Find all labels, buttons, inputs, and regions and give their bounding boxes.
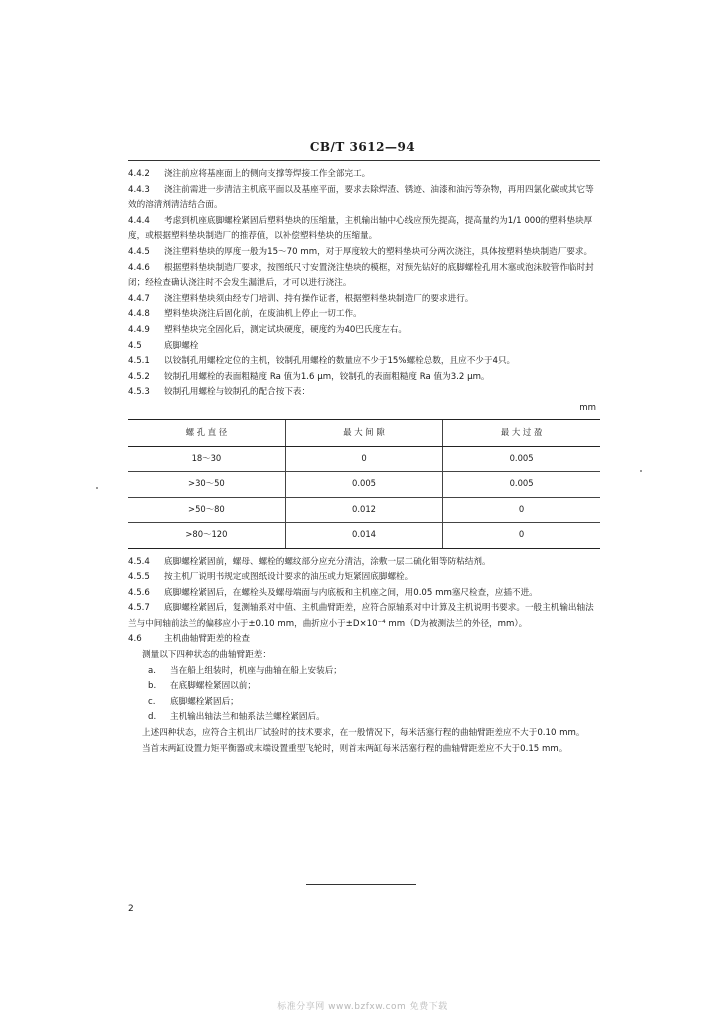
column-header-max-interference: 最 大 过 盈 <box>443 419 600 446</box>
clause-text: 以铰制孔用螺栓定位的主机，铰制孔用螺栓的数量应不少于15%螺栓总数，且应不少于4只。 <box>164 356 516 367</box>
clause-text: 塑料垫块浇注后固化前，在废油机上停止一切工作。 <box>164 309 362 320</box>
section-4-4-clauses <box>128 167 600 401</box>
clause-text: 底脚螺栓 <box>164 340 199 351</box>
table-cell: 0.005 <box>443 446 600 472</box>
table-cell: 18～30 <box>128 446 285 472</box>
clause-text: 塑料垫块完全固化后，测定试块硬度，硬度约为40巴氏度左右。 <box>164 324 407 335</box>
clause <box>128 339 600 355</box>
clause <box>128 370 600 386</box>
column-header-max-clearance: 最 大 间 隙 <box>285 419 442 446</box>
clause <box>128 385 600 401</box>
column-header-bolt-hole-diameter: 螺 孔 直 径 <box>128 419 285 446</box>
item-text: 当在船上组装时，机座与曲轴在船上安装后； <box>170 665 342 676</box>
table-cell: >80～120 <box>128 523 285 549</box>
item-label: d. <box>148 712 157 723</box>
item-text: 在底脚螺栓紧固以前； <box>170 681 256 692</box>
table-unit: mm <box>579 402 596 413</box>
standard-number-header: CB/T 3612—94 <box>309 140 416 154</box>
closing-paragraph-2: 当首末两缸设置力矩平衡器或末端设置重型飞轮时，则首末两缸每米活塞行程的曲轴臂距差应不大于0.15 mm。 <box>142 743 568 754</box>
clause <box>128 354 600 370</box>
clause-text: 浇注前需进一步清洁主机底平面以及基座平面，要求去除焊渣、锈迹、油漆和油污等杂物，再用四氯化碳或其它等效的溶清剂清洁结合面。 <box>128 184 594 211</box>
clause-number: 4.5.1 <box>128 356 150 367</box>
clause <box>128 292 600 308</box>
item-label: c. <box>148 696 156 707</box>
clause <box>128 245 600 261</box>
clause <box>128 323 600 339</box>
clause-text: 按主机厂说明书规定或图纸设计要求的油压或力矩紧固底脚螺栓。 <box>164 572 414 583</box>
clause-number: 4.4.2 <box>128 169 150 179</box>
site-watermark: 标准分享网 www.bzfxw.com 免费下载 <box>277 1002 448 1012</box>
clause-text: 底脚螺栓紧固前，螺母、螺栓的螺纹部分应充分清洁，涂敷一层二硫化钼等防粘结剂。 <box>164 556 491 567</box>
clause-text: 浇注塑料垫块须由经专门培训、持有操作证者，根据塑料垫块制造厂的要求进行。 <box>164 293 474 304</box>
table-row <box>128 472 600 498</box>
clause-number: 4.5.4 <box>128 556 150 567</box>
table-cell: 0 <box>285 446 442 472</box>
table-cell: 0 <box>443 497 600 523</box>
table-cell: 0 <box>443 523 600 549</box>
clause-text: 铰制孔用螺栓与铰制孔的配合按下表： <box>164 387 311 398</box>
clause <box>128 214 600 245</box>
clause-number: 4.5.2 <box>128 371 150 382</box>
table-header-row <box>128 419 600 446</box>
table-body <box>128 446 600 548</box>
clause-text: 考虑到机座底脚螺栓紧固后塑料垫块的压缩量，主机输出轴中心线应预先提高，提高量约为1/1 000的塑料垫块厚度，或根据塑料垫块制造厂的推荐值，以补偿塑料垫块的压缩量。 <box>128 215 593 242</box>
clause-text: 根据塑料垫块制造厂要求，按图纸尺寸安置浇注垫块的模框，对预先钻好的底脚螺栓孔用木塞或泡沫胶管作临时封闭；经检查确认浇注时不会发生漏泄后，才可以进行浇注。 <box>128 262 594 289</box>
clause-number: 4.4.5 <box>128 246 150 257</box>
clause-text: 铰制孔用螺栓的表面粗糙度 Ra 值为1.6 μm，铰制孔的表面粗糙度 Ra 值为3.2 μm。 <box>164 371 490 382</box>
clause-text: 底脚螺栓紧固后，复测轴系对中值、主机曲臂距差，应符合原轴系对中计算及主机说明书要求。一般主机输出轴法兰与中间轴前法兰的偏移应小于±0.10 mm，曲折应小于±D×10⁻⁴ mm（D为被测法兰的外径，mm）。 <box>128 603 594 629</box>
item-label: b. <box>148 681 157 692</box>
clause <box>128 555 600 571</box>
check-state-item <box>128 710 600 726</box>
clause-text: 浇注塑料垫块的厚度一般为15～70 mm，对于厚度较大的塑料垫块可分两次浇注，具体按塑料垫块制造厂要求。 <box>164 246 593 257</box>
header-divider <box>128 160 600 161</box>
closing-paragraph-1: 上述四种状态，应符合主机出厂试验时的技术要求，在一般情况下，每米活塞行程的曲轴臂距差应不大于0.10 mm。 <box>142 728 585 739</box>
clause-number: 4.5.6 <box>128 587 150 598</box>
clause-number: 4.4.8 <box>128 309 150 320</box>
clause <box>128 307 600 323</box>
table-row <box>128 446 600 472</box>
table-row <box>128 523 600 549</box>
clause <box>128 601 600 632</box>
clause-number: 4.4.4 <box>128 215 150 226</box>
clause <box>128 261 600 292</box>
fit-tolerance-table <box>128 419 600 549</box>
clause <box>128 632 600 648</box>
clause-number: 4.5.7 <box>128 603 150 614</box>
table-cell: 0.005 <box>285 472 442 498</box>
table-cell: 0.012 <box>285 497 442 523</box>
table-cell: 0.014 <box>285 523 442 549</box>
end-of-text-rule <box>306 884 416 885</box>
clause-number: 4.5 <box>128 340 142 351</box>
item-text: 主机输出轴法兰和轴系法兰螺栓紧固后。 <box>170 712 325 723</box>
check-intro: 测量以下四种状态的曲轴臂距差： <box>142 650 271 661</box>
section-4-5-clauses <box>128 555 600 649</box>
clause-number: 4.6 <box>128 634 142 645</box>
clause-number: 4.4.3 <box>128 184 150 195</box>
check-state-item <box>128 695 600 711</box>
clause-number: 4.4.6 <box>128 262 150 273</box>
clause-number: 4.4.9 <box>128 324 150 335</box>
table-row <box>128 497 600 523</box>
document-body <box>128 167 600 757</box>
check-state-list <box>128 664 600 726</box>
check-state-item <box>128 679 600 695</box>
clause <box>128 183 600 214</box>
table-cell: 0.005 <box>443 472 600 498</box>
clause <box>128 586 600 602</box>
clause-text: 浇注前应将基座面上的侧向支撑等焊接工作全部完工。 <box>164 169 371 179</box>
item-text: 底脚螺栓紧固后； <box>170 696 239 707</box>
page-number: 2 <box>128 904 134 914</box>
scan-speck <box>96 487 98 489</box>
scan-speck <box>640 470 642 472</box>
clause-text: 底脚螺栓紧固后，在螺栓头及螺母端面与内底板和主机座之间，用0.05 mm塞尺检查，应插不进。 <box>164 587 538 598</box>
table-cell: >30～50 <box>128 472 285 498</box>
clause-text: 主机曲轴臂距差的检查 <box>164 634 250 645</box>
clause <box>128 167 600 183</box>
item-label: a. <box>148 665 156 676</box>
clause-number: 4.5.5 <box>128 572 150 583</box>
clause <box>128 570 600 586</box>
clause-number: 4.4.7 <box>128 293 150 304</box>
table-cell: >50～80 <box>128 497 285 523</box>
clause-number: 4.5.3 <box>128 387 150 398</box>
check-state-item <box>128 664 600 680</box>
